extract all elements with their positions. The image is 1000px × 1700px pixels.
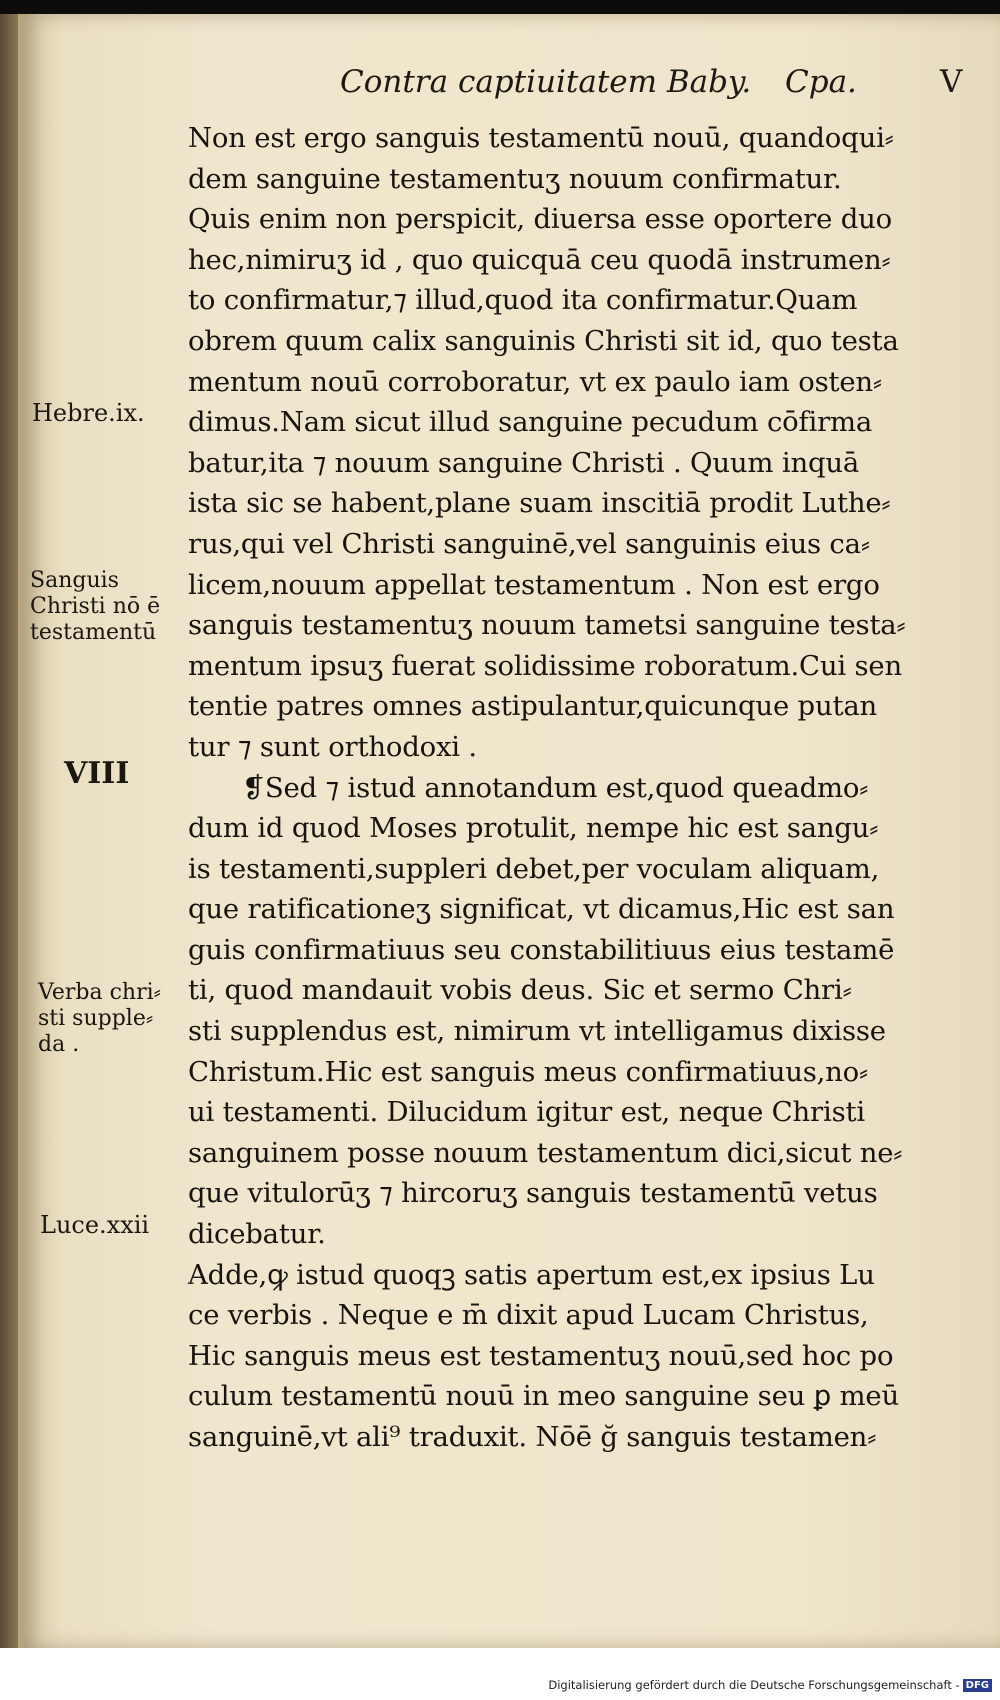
running-head-number: V (940, 64, 963, 100)
running-head (340, 64, 970, 112)
page-binding-edge (0, 14, 18, 1648)
margin-note-line: Sanguis (30, 568, 119, 593)
text-line: dum id quod Moses protulit, nempe hic est sangu⸗ (188, 812, 879, 845)
scan-top-border (0, 0, 1000, 14)
margin-note-sanguis (30, 568, 160, 646)
text-line: mentum nouū corroboratur, vt ex paulo iam osten⸗ (188, 365, 882, 398)
text-line: ❡Sed ⁊ istud annotandum est,quod queadmo⸗ (242, 771, 869, 804)
footer-credit (548, 1678, 992, 1692)
text-line: ista sic se habent,plane suam inscitiā prodit Luthe⸗ (188, 487, 891, 520)
text-line: to confirmatur,⁊ illud,quod ita confirmatur.Quam (188, 284, 858, 317)
margin-note-line: testamentū (30, 620, 157, 645)
text-line: sti supplendus est, nimirum vt intelligamus dixisse (188, 1015, 886, 1048)
text-line: sanguinē,vt ali⁹ traduxit. Nōē ğ sanguis testamen⸗ (188, 1421, 877, 1453)
margin-note-line: sti supple⸗ (38, 1006, 154, 1031)
text-line: Quis enim non perspicit, diuersa esse oportere duo (188, 203, 893, 236)
text-line: ce verbis . Neque e m̄ dixit apud Lucam Christus, (188, 1299, 869, 1332)
text-line: Hic sanguis meus est testamentuʒ nouū,sed hoc po (188, 1339, 894, 1372)
text-line: is testamenti,suppleri debet,per voculam aliquam, (188, 852, 880, 885)
text-line: sanguis testamentuʒ nouum tametsi sanguine testa⸗ (188, 609, 906, 642)
text-line: que vitulorūʒ ⁊ hircoruʒ sanguis testamentū vetus (188, 1177, 878, 1210)
running-head-title: Contra captiuitatem Baby. (340, 64, 752, 100)
margin-note-line: Christi nō ē (30, 594, 161, 619)
text-line: sanguinem posse nouum testamentum dici,sicut ne⸗ (188, 1136, 903, 1169)
text-line: Christum.Hic est sanguis meus confirmatiuus,no⸗ (188, 1055, 868, 1088)
running-head-chapter: Cpa. (785, 64, 857, 100)
text-line: mentum ipsuʒ fuerat solidissime roboratum.Cui sen (188, 649, 902, 682)
text-line: rus,qui vel Christi sanguinē,vel sanguinis eius ca⸗ (188, 527, 870, 560)
text-line: ui testamenti. Dilucidum igitur est, neque Christi (188, 1096, 865, 1129)
text-line: obrem quum calix sanguinis Christi sit id, quo testa (188, 324, 899, 357)
text-line: hec,nimiruʒ id , quo quicquā ceu quodā instrumen⸗ (188, 243, 891, 276)
margin-note-luce: Luce.xxii (40, 1211, 150, 1239)
body-text (188, 118, 983, 1458)
margin-note-line: da . (38, 1032, 80, 1057)
text-line: tentie patres omnes astipulantur,quicunque putan (188, 690, 878, 723)
text-line: que ratificationeʒ significat, vt dicamus,Hic est san (188, 893, 895, 926)
text-line: dem sanguine testamentuʒ nouum confirmatur. (188, 162, 842, 195)
text-line: guis confirmatiuus seu constabilitiuus eius testamē (188, 933, 895, 966)
text-line: Non est ergo sanguis testamentū nouū, quandoqui⸗ (188, 122, 894, 154)
margin-note-verba (38, 980, 161, 1058)
margin-note-hebre: Hebre.ix. (32, 399, 145, 427)
footer-strip (0, 1648, 1000, 1700)
text-line: licem,nouum appellat testamentum . Non est ergo (188, 568, 880, 601)
section-number: VIII (64, 756, 130, 791)
text-line: culum testamentū nouū in meo sanguine seu ꝑ meū (188, 1380, 899, 1413)
text-line: batur,ita ⁊ nouum sanguine Christi . Quum inquā (188, 446, 860, 479)
text-line: ti, quod mandauit vobis deus. Sic et sermo Chri⸗ (188, 974, 852, 1007)
dfg-logo: DFG (963, 1679, 992, 1692)
text-line: dimus.Nam sicut illud sanguine pecudum cōfirma (188, 406, 873, 439)
text-line: tur ⁊ sunt orthodoxi . (188, 730, 477, 763)
text-line: Adde,ꝙ istud quoqꝫ satis apertum est,ex ipsius Lu (188, 1258, 875, 1291)
text-line: dicebatur. (188, 1218, 326, 1251)
footer-credit-text: Digitalisierung gefördert durch die Deutsche Forschungsgemeinschaft - (548, 1678, 960, 1692)
margin-note-line: Verba chri⸗ (38, 980, 161, 1005)
